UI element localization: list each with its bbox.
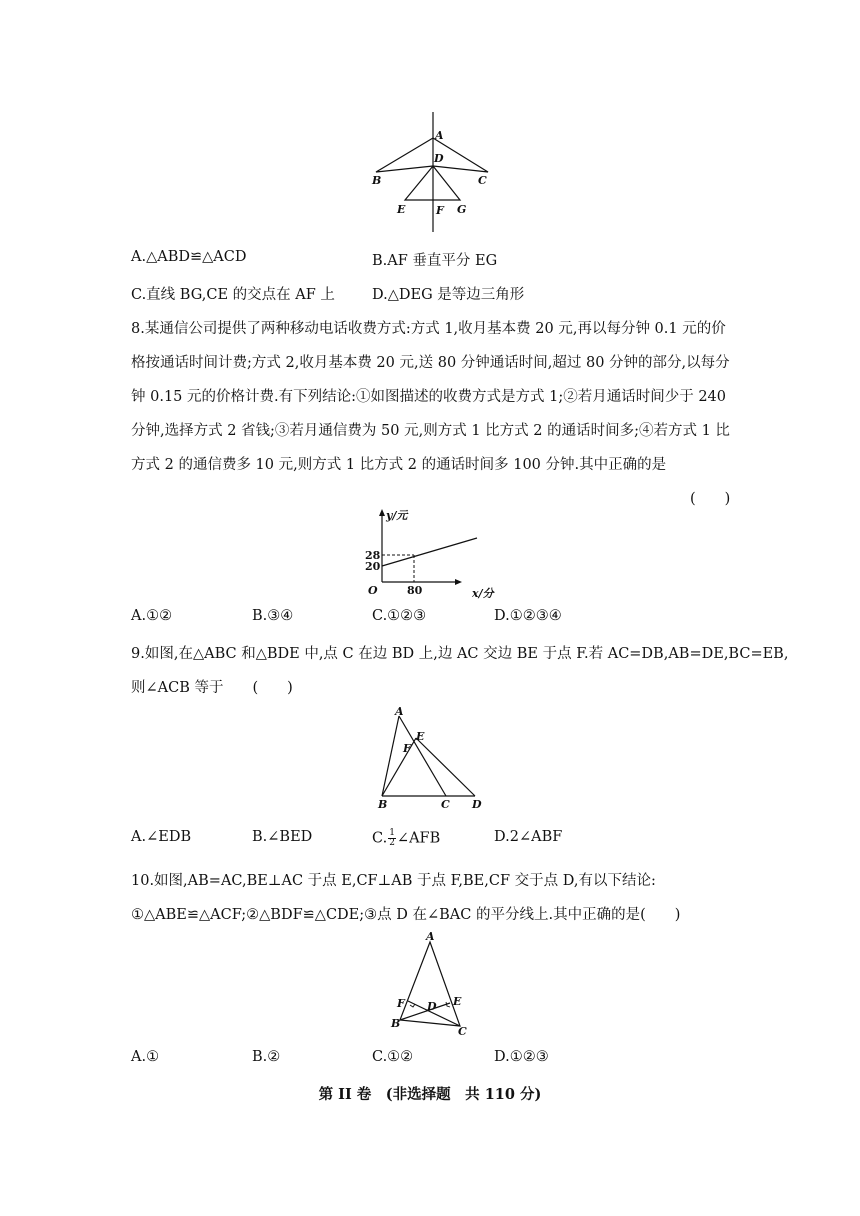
q10-label-f: F xyxy=(397,997,405,1010)
q9-figure xyxy=(370,702,490,810)
q7-label-g: G xyxy=(457,203,467,216)
q7-label-c: C xyxy=(478,174,487,187)
q8-line-2: 格按通话时间计费;方式 2,收月基本费 20 元,送 80 分钟通话时间,超过 80 分钟的部分,以每分 xyxy=(131,355,730,371)
q8-option-d: D.①②③④ xyxy=(494,608,562,624)
q7-option-c: C.直线 BG,CE 的交点在 AF 上 xyxy=(131,287,335,303)
q9-label-f: F xyxy=(403,742,411,755)
q7-label-f: F xyxy=(436,204,444,217)
q9-option-c-fraction xyxy=(388,829,396,848)
q9-option-c-text: ∠AFB xyxy=(396,830,441,847)
q7-option-b: B.AF 垂直平分 EG xyxy=(372,253,498,269)
q8-x-tick-80: 80 xyxy=(407,584,423,597)
q10-line-2: ①△ABE≌△ACF;②△BDF≌△CDE;③点 D 在∠BAC 的平分线上.其中正确的是( ) xyxy=(131,907,681,923)
q8-y-tick-28: 28 xyxy=(365,549,381,562)
q7-label-a: A xyxy=(435,129,444,142)
section-title: 第 II 卷 (非选择题 共 110 分) xyxy=(318,1086,542,1103)
q8-origin: O xyxy=(368,584,378,597)
q7-label-e: E xyxy=(397,203,406,216)
q8-option-c: C.①②③ xyxy=(372,608,427,624)
q10-option-d: D.①②③ xyxy=(494,1049,549,1065)
q8-line-5: 方式 2 的通信费多 10 元,则方式 1 比方式 2 的通话时间多 100 分钟.其中正确的是 xyxy=(131,457,667,473)
q7-option-d: D.△DEG 是等边三角形 xyxy=(372,287,525,303)
q9-line-2: 则∠ACB 等于 ( ) xyxy=(131,680,293,696)
q10-option-c: C.①② xyxy=(372,1049,414,1065)
q9-label-a: A xyxy=(395,705,404,718)
q8-series-line xyxy=(382,538,477,566)
q8-chart xyxy=(360,505,500,605)
q10-figure xyxy=(386,928,476,1040)
q7-option-a: A.△ABD≌△ACD xyxy=(131,249,247,265)
q8-line-4: 分钟,选择方式 2 省钱;③若月通信费为 50 元,则方式 1 比方式 2 的通话时间多;④若方式 1 比 xyxy=(131,423,730,439)
q8-option-a: A.①② xyxy=(131,608,173,624)
q8-option-b: B.③④ xyxy=(252,608,294,624)
q8-x-label: x/分 xyxy=(472,587,494,600)
q10-label-c: C xyxy=(458,1025,467,1038)
q9-frac-den: 2 xyxy=(389,838,395,848)
q10-line-1: 10.如图,AB=AC,BE⊥AC 于点 E,CF⊥AB 于点 F,BE,CF 交于点 D,有以下结论: xyxy=(131,873,656,889)
q9-label-b: B xyxy=(378,798,388,810)
q9-label-d: D xyxy=(472,798,482,810)
q7-label-b: B xyxy=(372,174,382,187)
q8-line-1: 8.某通信公司提供了两种移动电话收费方式:方式 1,收月基本费 20 元,再以每分钟 0.1 元的价 xyxy=(131,321,726,337)
q9-label-e: E xyxy=(416,730,425,743)
q9-option-a: A.∠EDB xyxy=(131,829,192,845)
q7-figure xyxy=(360,110,500,235)
q9-frac-num: 1 xyxy=(389,828,395,838)
q9-option-b: B.∠BED xyxy=(252,829,313,845)
q8-y-label: y/元 xyxy=(386,509,408,522)
q10-label-e: E xyxy=(453,995,462,1008)
q10-label-d: D xyxy=(427,1000,437,1013)
q9-option-c-prefix: C. xyxy=(372,830,388,847)
q10-option-b: B.② xyxy=(252,1049,281,1065)
q10-label-b: B xyxy=(391,1017,401,1030)
q8-y-tick-20: 20 xyxy=(365,560,381,573)
q9-option-d: D.2∠ABF xyxy=(494,829,563,845)
q8-answer-paren: ( ) xyxy=(690,491,731,507)
q9-option-c xyxy=(372,829,440,848)
q10-label-a: A xyxy=(426,930,435,943)
q9-line-1: 9.如图,在△ABC 和△BDE 中,点 C 在边 BD 上,边 AC 交边 BE 于点 F.若 AC=DB,AB=DE,BC=EB, xyxy=(131,646,789,662)
q9-label-c: C xyxy=(441,798,450,810)
q8-line-3: 钟 0.15 元的价格计费.有下列结论:①如图描述的收费方式是方式 1;②若月通话时间少于 240 xyxy=(131,389,726,405)
q10-option-a: A.① xyxy=(131,1049,160,1065)
q7-label-d: D xyxy=(434,152,444,165)
